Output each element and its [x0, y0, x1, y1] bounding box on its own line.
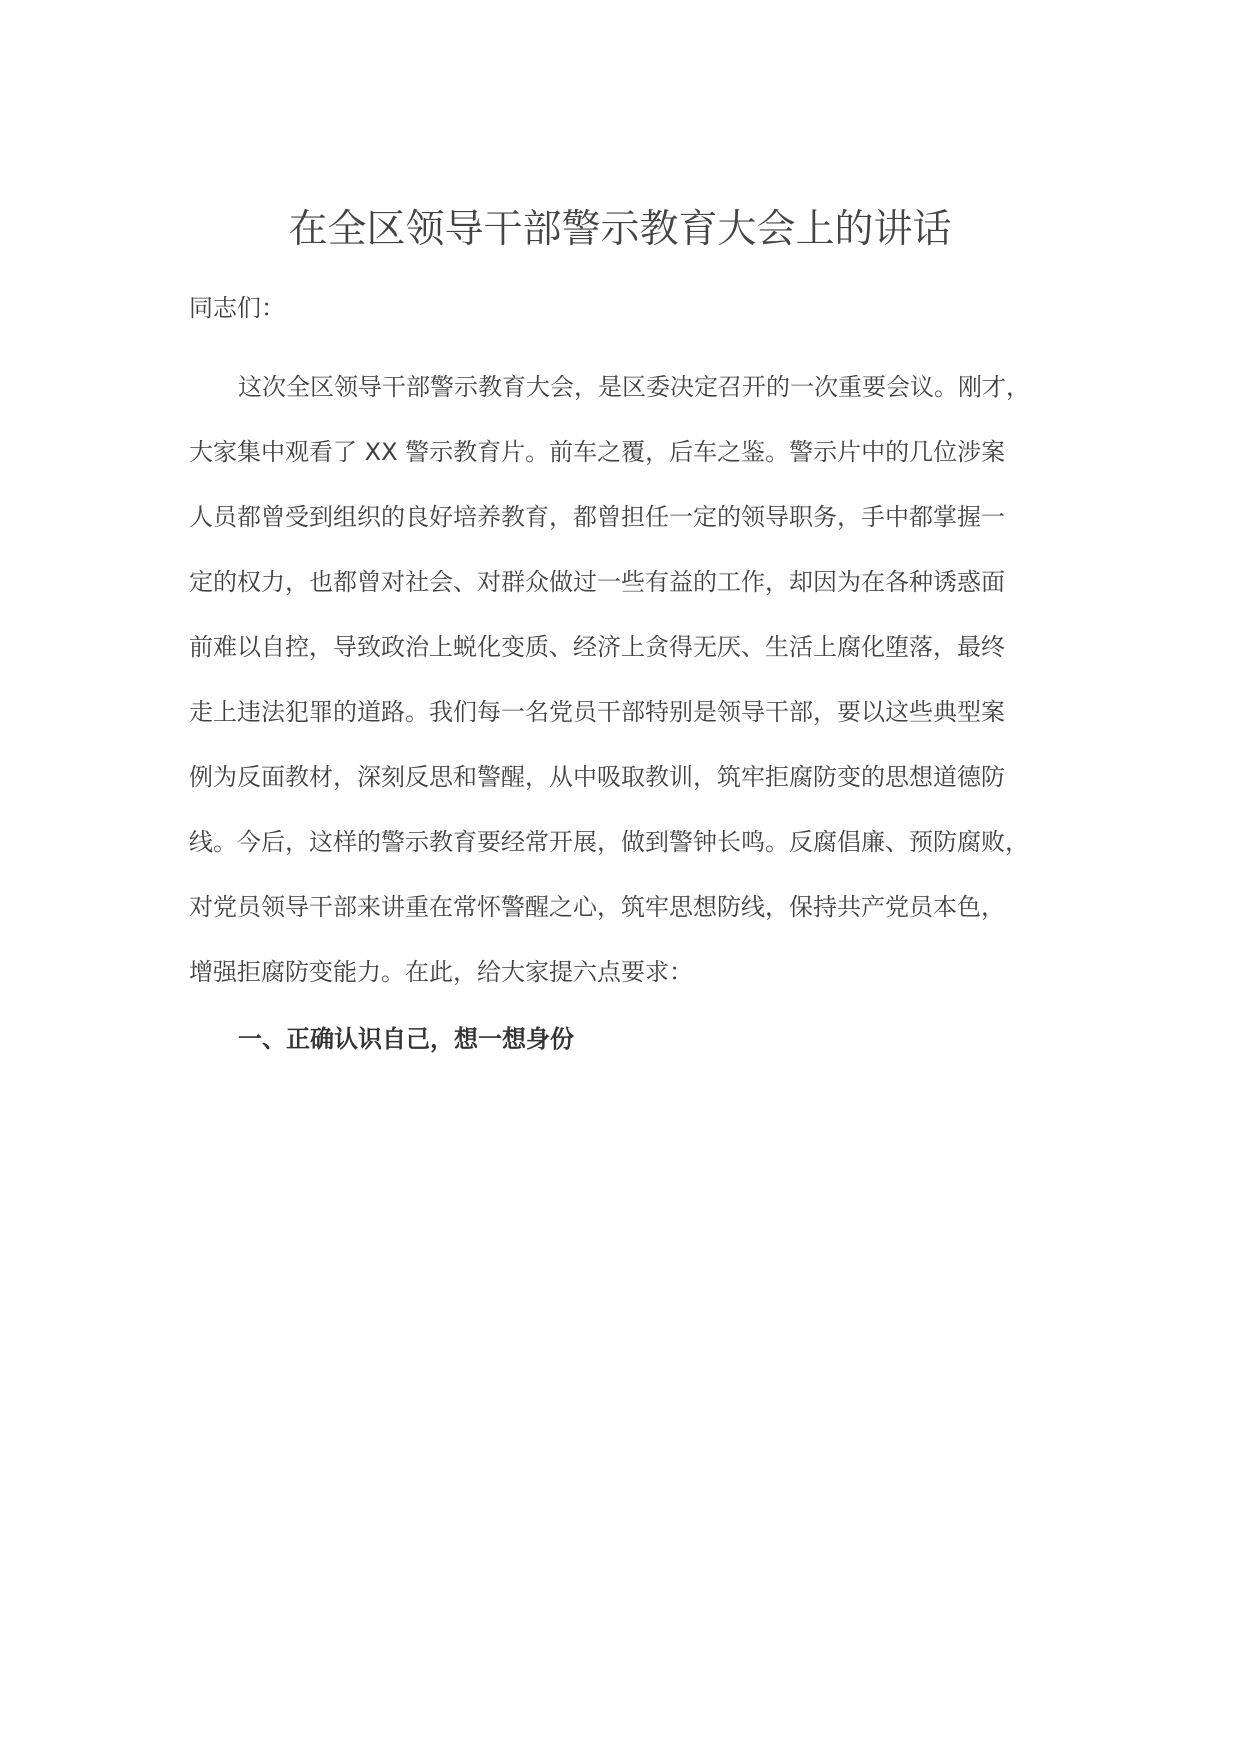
paragraph-line: 线。今后，这样的警示教育要经常开展，做到警钟长鸣。反腐倡廉、预防腐败，	[189, 828, 1029, 856]
paragraph-line: 对党员领导干部来讲重在常怀警醒之心，筑牢思想防线，保持共产党员本色，	[189, 893, 1005, 921]
document-title: 在全区领导干部警示教育大会上的讲话	[288, 207, 952, 252]
paragraph-line: 例为反面教材，深刻反思和警醒，从中吸取教训，筑牢拒腐防变的思想道德防	[189, 763, 1005, 791]
paragraph-line: 这次全区领导干部警示教育大会，是区委决定召开的一次重要会议。刚才，	[238, 373, 1030, 401]
paragraph-line: 人员都曾受到组织的良好培养教育，都曾担任一定的领导职务，手中都掌握一	[189, 503, 1005, 531]
paragraph-line: 前难以自控，导致政治上蜕化变质、经济上贪得无厌、生活上腐化堕落，最终	[189, 633, 1005, 661]
paragraph-line: 大家集中观看了 XX 警示教育片。前车之覆，后车之鉴。警示片中的几位涉案	[189, 438, 1006, 466]
paragraph-line: 定的权力，也都曾对社会、对群众做过一些有益的工作，却因为在各种诱惑面	[189, 568, 1005, 596]
paragraph-line: 走上违法犯罪的道路。我们每一名党员干部特别是领导干部，要以这些典型案	[189, 698, 1005, 726]
paragraph-line: 增强拒腐防变能力。在此，给大家提六点要求：	[189, 958, 693, 986]
salutation: 同志们：	[189, 294, 285, 322]
section-heading: 一、正确认识自己，想一想身份	[238, 1025, 574, 1053]
